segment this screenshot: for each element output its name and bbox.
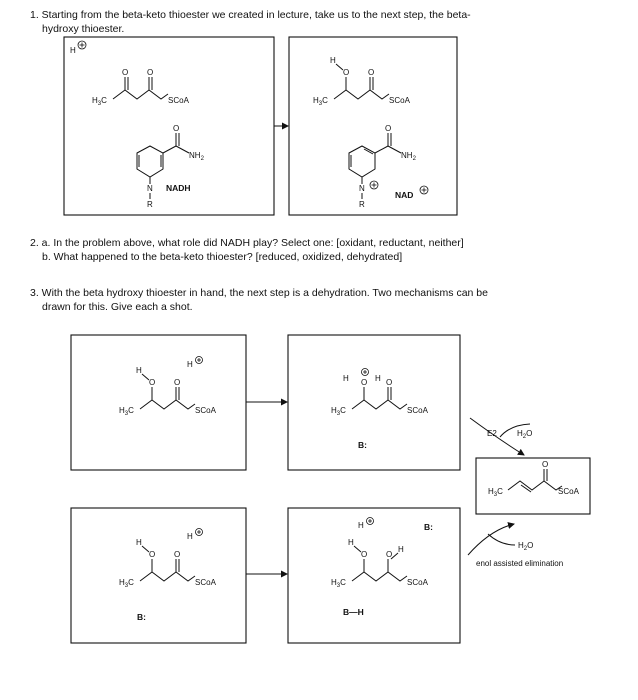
nad-plus-structure bbox=[349, 124, 428, 209]
svg-text:NAD: NAD bbox=[395, 190, 414, 200]
question-1-line-2: hydroxy thioester. bbox=[42, 23, 125, 35]
svg-text:B—H: B—H bbox=[343, 607, 364, 617]
svg-text:NADH: NADH bbox=[166, 183, 191, 193]
svg-text:SCoA: SCoA bbox=[558, 487, 579, 496]
svg-text:H: H bbox=[358, 521, 364, 530]
svg-text:H: H bbox=[187, 532, 193, 541]
svg-text:H: H bbox=[343, 374, 349, 383]
svg-text:enol assisted elimination: enol assisted elimination bbox=[476, 559, 564, 568]
svg-text:O: O bbox=[386, 550, 393, 559]
svg-text:H: H bbox=[187, 360, 193, 369]
svg-text:SCoA: SCoA bbox=[168, 96, 189, 105]
svg-text:H: H bbox=[70, 46, 76, 55]
question-3-line-1: 3. With the beta hydroxy thioester in hand, the next step is a dehydration. Two mechanisms can be bbox=[30, 287, 488, 299]
svg-text:SCoA: SCoA bbox=[195, 406, 216, 415]
svg-text:O: O bbox=[174, 550, 181, 559]
svg-text:O: O bbox=[361, 550, 368, 559]
svg-text:H3C: $H_3C$ bbox=[331, 406, 346, 417]
nadh-structure bbox=[137, 124, 205, 209]
svg-text:H3C: $H_3C$ bbox=[92, 96, 107, 107]
svg-text:O: O bbox=[147, 68, 154, 77]
mech1-start-box bbox=[71, 335, 246, 470]
question-2-line-1: 2. a. In the problem above, what role did NADH play? Select one: [oxidant, reductant, neither] bbox=[30, 237, 464, 249]
svg-text:O: O bbox=[386, 378, 393, 387]
svg-text:B:: B: bbox=[424, 522, 433, 532]
svg-text:H: H bbox=[348, 538, 354, 547]
svg-text:R: R bbox=[359, 200, 365, 209]
svg-text:SCoA: SCoA bbox=[389, 96, 410, 105]
svg-text:N: N bbox=[147, 184, 153, 193]
svg-text:O: O bbox=[361, 378, 368, 387]
mech2-start-box bbox=[71, 508, 246, 643]
svg-text:O: O bbox=[149, 378, 156, 387]
product-box bbox=[289, 37, 457, 215]
svg-text:H3C: $H_3C$ bbox=[313, 96, 328, 107]
svg-text:H3C: $H_3C$ bbox=[488, 487, 503, 498]
svg-text:O: O bbox=[343, 68, 350, 77]
svg-text:H: H bbox=[375, 374, 381, 383]
svg-text:O: O bbox=[385, 124, 392, 133]
svg-text:B:: B: bbox=[358, 440, 367, 450]
svg-text:O: O bbox=[122, 68, 129, 77]
svg-text:H2O: $H_2O$ bbox=[518, 541, 534, 552]
svg-text:H: H bbox=[136, 366, 142, 375]
e2-arrow bbox=[470, 418, 532, 455]
enol-elimination-arrow bbox=[468, 524, 563, 568]
svg-text:H: H bbox=[330, 56, 336, 65]
svg-text:O: O bbox=[173, 124, 180, 133]
svg-text:H: H bbox=[398, 545, 404, 554]
mech2-intermediate-box bbox=[288, 508, 460, 643]
mech1-start-structure bbox=[119, 357, 217, 418]
beta-keto-thioester bbox=[92, 68, 190, 107]
svg-text:NH2: $NH_2$ bbox=[189, 151, 204, 162]
svg-text:SCoA: SCoA bbox=[407, 578, 428, 587]
svg-text:H3C: $H_3C$ bbox=[331, 578, 346, 589]
svg-text:B:: B: bbox=[137, 612, 146, 622]
svg-text:O: O bbox=[368, 68, 375, 77]
svg-text:R: R bbox=[147, 200, 153, 209]
svg-text:NH2: $NH_2$ bbox=[401, 151, 416, 162]
svg-text:SCoA: SCoA bbox=[407, 406, 428, 415]
svg-text:O: O bbox=[542, 460, 549, 469]
svg-text:H: H bbox=[136, 538, 142, 547]
mech2-enol-intermediate bbox=[331, 518, 433, 618]
svg-text:O: O bbox=[174, 378, 181, 387]
svg-text:H2O: $H_2O$ bbox=[517, 429, 533, 440]
svg-text:E2: E2 bbox=[487, 429, 497, 438]
mech1-oxonium-intermediate bbox=[331, 369, 429, 451]
question-3-line-2: drawn for this. Give each a shot. bbox=[42, 301, 193, 313]
svg-text:H3C: $H_3C$ bbox=[119, 406, 134, 417]
svg-text:O: O bbox=[149, 550, 156, 559]
mech2-start-structure bbox=[119, 529, 217, 623]
question-2-line-2: b. What happened to the beta-keto thioester? [reduced, oxidized, dehydrated] bbox=[42, 251, 403, 263]
mech1-intermediate-box bbox=[288, 335, 460, 470]
svg-text:H3C: $H_3C$ bbox=[119, 578, 134, 589]
svg-text:SCoA: SCoA bbox=[195, 578, 216, 587]
beta-hydroxy-thioester bbox=[313, 56, 411, 107]
alkene-product-box bbox=[476, 458, 590, 514]
svg-text:N: N bbox=[359, 184, 365, 193]
proton-label-1 bbox=[70, 41, 86, 55]
unsaturated-thioester bbox=[488, 460, 580, 498]
question-1-line-1: 1. Starting from the beta-keto thioester we created in lecture, take us to the next step, the beta- bbox=[30, 9, 471, 21]
